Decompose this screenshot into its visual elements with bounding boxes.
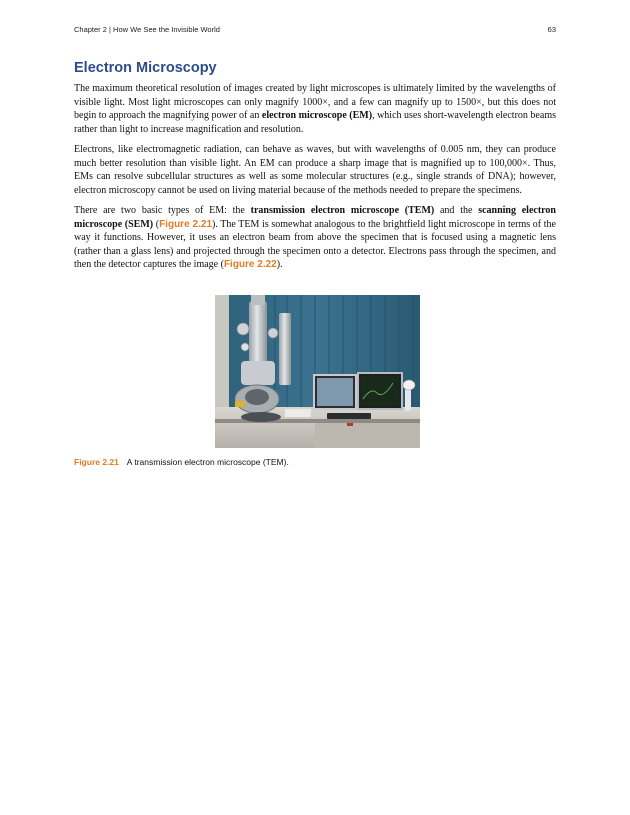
cabinet [315, 423, 420, 448]
tem-side-tank [279, 313, 291, 385]
monitor-left-screen [317, 378, 353, 406]
figure-caption-text: A transmission electron microscope (TEM). [126, 456, 289, 467]
desk-papers [285, 409, 311, 417]
figure-2-21 [215, 295, 420, 448]
tem-column-top [251, 295, 265, 305]
chapter-title: Chapter 2 | How We See the Invisible World [74, 25, 220, 34]
figure-2-22-link[interactable]: Figure 2.22 [223, 259, 277, 270]
paragraph-1-text-b: , which uses short-wavelength electron beams rather than light to increase magnification and resolution. [74, 110, 556, 135]
keyboard [327, 413, 371, 419]
running-header [74, 24, 556, 36]
tem-knob-3 [241, 343, 249, 351]
paragraph-3-text-e: ). [276, 259, 283, 270]
tem-column [249, 301, 267, 371]
paragraph-3-text-b: and the [434, 205, 479, 216]
paragraph-3 [74, 204, 556, 272]
term-electron-microscope: electron microscope (EM) [261, 110, 373, 121]
term-tem: transmission electron microscope (TEM) [250, 205, 435, 216]
paragraph-3-text-c: ( [153, 218, 160, 230]
tem-photo [215, 295, 420, 448]
paragraph-1 [74, 82, 556, 136]
page-number: 63 [547, 25, 556, 34]
paragraph-2: Electrons, like electromagnetic radiation, can behave as waves, but with wavelengths of 0.005 nm, they can produce much better resolution than visible light. An EM can produce a sharp image that is magnified up to 100,000×. Thus, EMs can resolve subcellular structures as well as some molecular structures (e.g., single strands of DNA); however, electron microscopy cannot be used on living material because of the methods needed to prepare the specimens. [74, 144, 556, 196]
figure-label: Figure 2.21 [74, 456, 119, 467]
paragraph-3-text-a: There are two basic types of EM: the [74, 205, 251, 216]
paragraph-1-text-a: The maximum theoretical resolution of images created by light microscopes is ultimately limited by the wavelengths of visible light. Most light microscopes can only magnify 1000×, and a few can magnify up to 1500×, but this does not begin to approach the magnifying power of an [74, 83, 556, 121]
term-sem: scanning electron microscope (SEM) [74, 205, 556, 230]
section-heading: Electron Microscopy [74, 60, 217, 76]
tem-knob-2 [268, 328, 278, 338]
tem-knob-1 [237, 323, 249, 335]
page [74, 24, 556, 467]
tem-viewing-window [245, 389, 269, 405]
lamp-head [403, 380, 415, 390]
monitor-right-screen [361, 376, 399, 406]
figure-2-21-link[interactable]: Figure 2.21 [159, 218, 213, 230]
red-object [347, 423, 353, 426]
yellow-object [235, 401, 245, 407]
figure-caption [74, 457, 556, 467]
tem-body [241, 361, 275, 385]
tem-base [241, 412, 281, 422]
paragraph-3-text-d: ). The TEM is somewhat analogous to the brightfield light microscope in terms of the way it functions. However, it uses an electron beam from above the specimen that is focused using a magnetic lens (rather than a glass lens) and projected through the specimen onto a detector. Electrons pass through the specimen, and then the detector captures the image ( [74, 218, 556, 270]
